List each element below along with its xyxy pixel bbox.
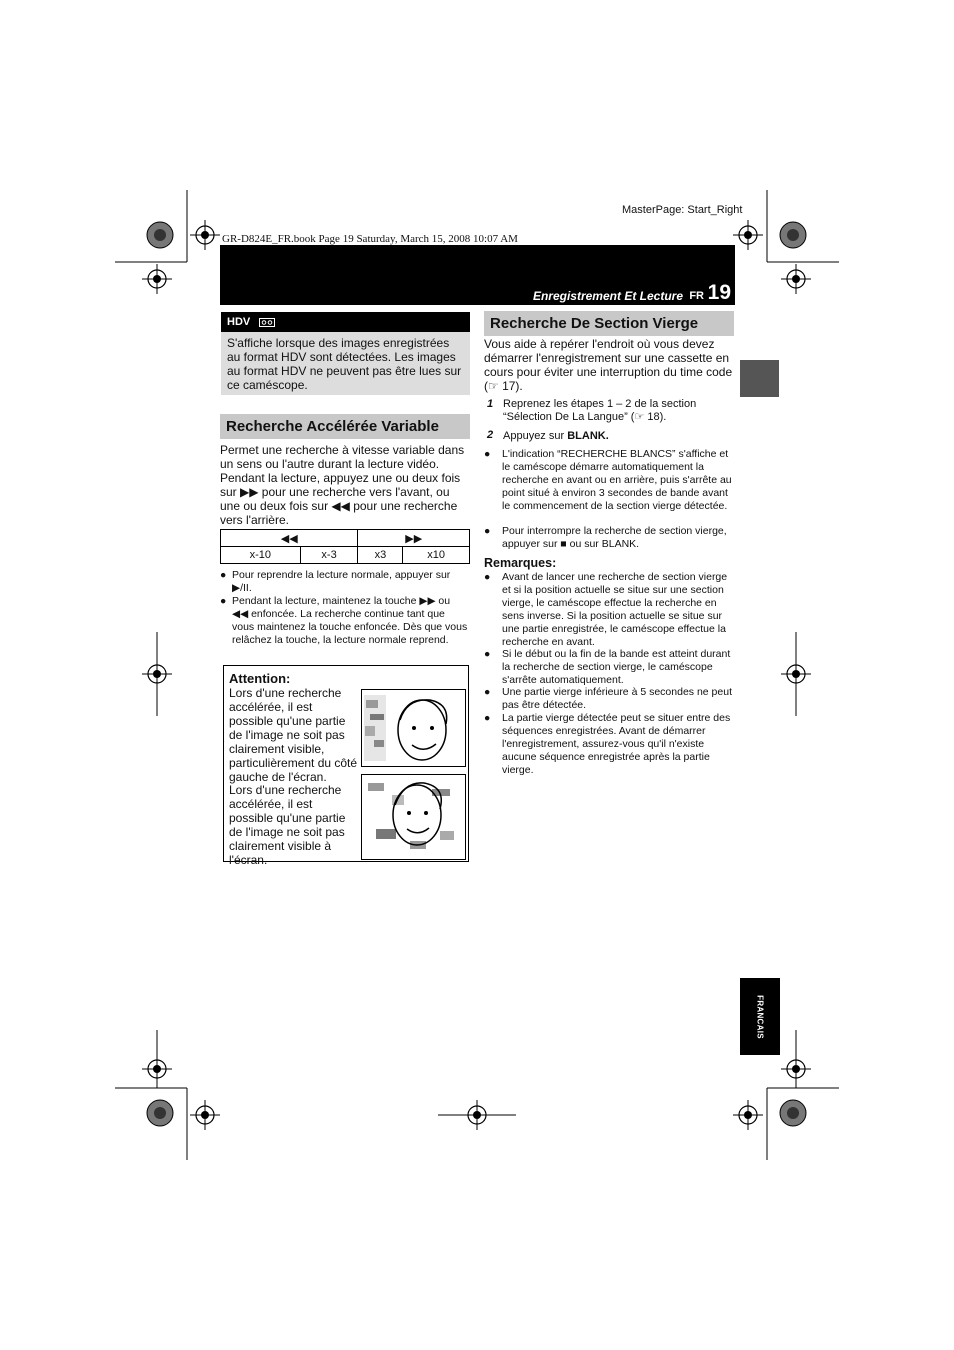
list-item: ● Si le début ou la fin de la bande est atteint durant la recherche de section vierge, le caméscope s'arrête automatiquement. xyxy=(484,648,734,687)
noisy-full-face-illustration xyxy=(361,774,466,860)
remark-text: Une partie vierge inférieure à 5 secondes ne peut pas être détectée. xyxy=(502,686,732,711)
rewind-header: ◀◀ xyxy=(221,530,358,547)
step-number: 2 xyxy=(487,429,494,441)
step-text-bold: BLANK. xyxy=(567,430,609,442)
hdv-description: S'affiche lorsque des images enregistrées au format HDV sont détectées. Les images au format HDV ne peuvent pas être lues sur ce caméscope. xyxy=(227,336,462,392)
speed-cell: x10 xyxy=(403,547,470,564)
hdv-heading xyxy=(221,312,470,332)
attention-title: Attention: xyxy=(229,671,291,686)
cassette-icon xyxy=(259,318,275,327)
remark-text: Avant de lancer une recherche de section vierge et si la position actuelle se situe sur une section vierge, le caméscope effectue la recherche en sens inverse. Si la position actuelle se situe sur une partie enregistrée, le caméscope effectue la recherche en avant. xyxy=(502,571,728,648)
speed-cell: x3 xyxy=(358,547,403,564)
hdv-description-box xyxy=(221,332,470,395)
step-text xyxy=(503,430,735,443)
step-number: 1 xyxy=(487,398,494,410)
speed-cell: x-3 xyxy=(300,547,358,564)
section-heading-blank-search xyxy=(484,311,734,336)
language-side-tab-label: FRANCAIS xyxy=(755,994,765,1039)
list-item: ● Une partie vierge inférieure à 5 secondes ne peut pas être détectée. xyxy=(484,686,734,712)
header-lang: FR xyxy=(689,290,704,302)
page-header-bar xyxy=(220,245,735,305)
section-heading-variable-search xyxy=(220,414,470,439)
page-number: 19 xyxy=(707,281,731,304)
bullet-text: Pour interrompre la recherche de section vierge, appuyer sur ■ ou sur BLANK. xyxy=(502,525,727,550)
speed-cell: x-10 xyxy=(221,547,301,564)
list-item: ● L'indication “RECHERCHE BLANCS” s'affiche et le caméscope démarre automatiquement la recherche en avant ou en arrière, puis s'arrête au point situé à environ 3 secondes de bande avant le commencement de la section vierge détectée. xyxy=(484,448,734,513)
section-thumb-tab xyxy=(740,360,779,397)
list-item: ● Pour reprendre la lecture normale, appuyer sur ▶/II. xyxy=(220,569,468,595)
remark-text: La partie vierge détectée peut se situer entre des séquences enregistrées. Avant de démarrer l'enregistrement, assurez-vous qu'il n'existe aucune séquence enregistrée après la partie vierge. xyxy=(502,712,731,776)
forward-header: ▶▶ xyxy=(358,530,470,547)
attention-paragraph-2: Lors d'une recherche accélérée, il est possible qu'une partie de l'image ne soit pas clairement visible à l'écran. xyxy=(229,783,346,867)
language-side-tab xyxy=(740,978,780,1055)
noisy-left-face-illustration xyxy=(361,689,466,767)
header-title: Enregistrement Et Lecture xyxy=(532,289,683,303)
speed-table xyxy=(220,529,470,564)
blank-search-intro: Vous aide à repérer l'endroit où vous devez démarrer l'enregistrement sur une cassette en cours pour éviter une interruption du time code (☞ 17). xyxy=(484,337,733,393)
hdv-label: HDV xyxy=(227,316,251,328)
bullet-text: L'indication “RECHERCHE BLANCS” s'affiche et le caméscope démarre automatiquement la recherche en avant ou en arrière, puis s'arrête au point situé à environ 3 secondes de bande avant le commencement de la section vierge détectée. xyxy=(502,448,732,512)
list-item: ● Pendant la lecture, maintenez la touche ▶▶ ou ◀◀ enfoncée. La recherche continue tant que vous maintenez la touche enfoncée. Dès que vous relâchez la touche, la lecture normale reprend. xyxy=(220,595,468,646)
bullet-text: Pour reprendre la lecture normale, appuyer sur ▶/II. xyxy=(232,569,451,594)
list-item: ● Avant de lancer une recherche de section vierge et si la position actuelle se situe sur une section vierge, le caméscope effectue la recherche en sens inverse. Si la position actuelle se situe sur une partie enregistrée, le caméscope effectue la recherche en avant. xyxy=(484,571,734,649)
list-item: ● Pour interrompre la recherche de section vierge, appuyer sur ■ ou sur BLANK. xyxy=(484,525,734,551)
remarks-title: Remarques: xyxy=(484,556,557,570)
step-text-plain: Appuyez sur xyxy=(503,430,565,442)
variable-search-intro: Permet une recherche à vitesse variable dans un sens ou l'autre durant la lecture vidéo. Pendant la lecture, appuyez une ou deux fois sur ▶▶ pour une recherche vers l'avant, ou une ou deux fois sur ◀◀ pour une recherche vers l'arrière. xyxy=(220,443,465,527)
attention-box xyxy=(223,665,469,867)
remark-text: Si le début ou la fin de la bande est atteint durant la recherche de section vierge, le caméscope s'arrête automatiquement. xyxy=(502,648,731,686)
list-item: ● La partie vierge détectée peut se situer entre des séquences enregistrées. Avant de démarrer l'enregistrement, assurez-vous qu'il n'existe aucune séquence enregistrée après la partie vierge. xyxy=(484,712,734,777)
attention-paragraph-1: Lors d'une recherche accélérée, il est possible qu'une partie de l'image ne soit pas clairement visible, particulièrement du côté gauche de l'écran. xyxy=(229,686,358,784)
masterpage-label: MasterPage: Start_Right xyxy=(622,204,743,216)
bullet-text: Pendant la lecture, maintenez la touche ▶▶ ou ◀◀ enfoncée. La recherche continue tant que vous maintenez la touche enfoncée. Dès que vous relâchez la touche, la lecture normale reprend. xyxy=(232,595,468,646)
step-text: Reprenez les étapes 1 – 2 de la section “Sélection De La Langue” (☞ 18). xyxy=(503,398,697,423)
section-title: Recherche De Section Vierge xyxy=(490,315,699,332)
book-info-line: GR-D824E_FR.book Page 19 Saturday, March 15, 2008 10:07 AM xyxy=(222,233,518,245)
section-title: Recherche Accélérée Variable xyxy=(226,418,439,435)
